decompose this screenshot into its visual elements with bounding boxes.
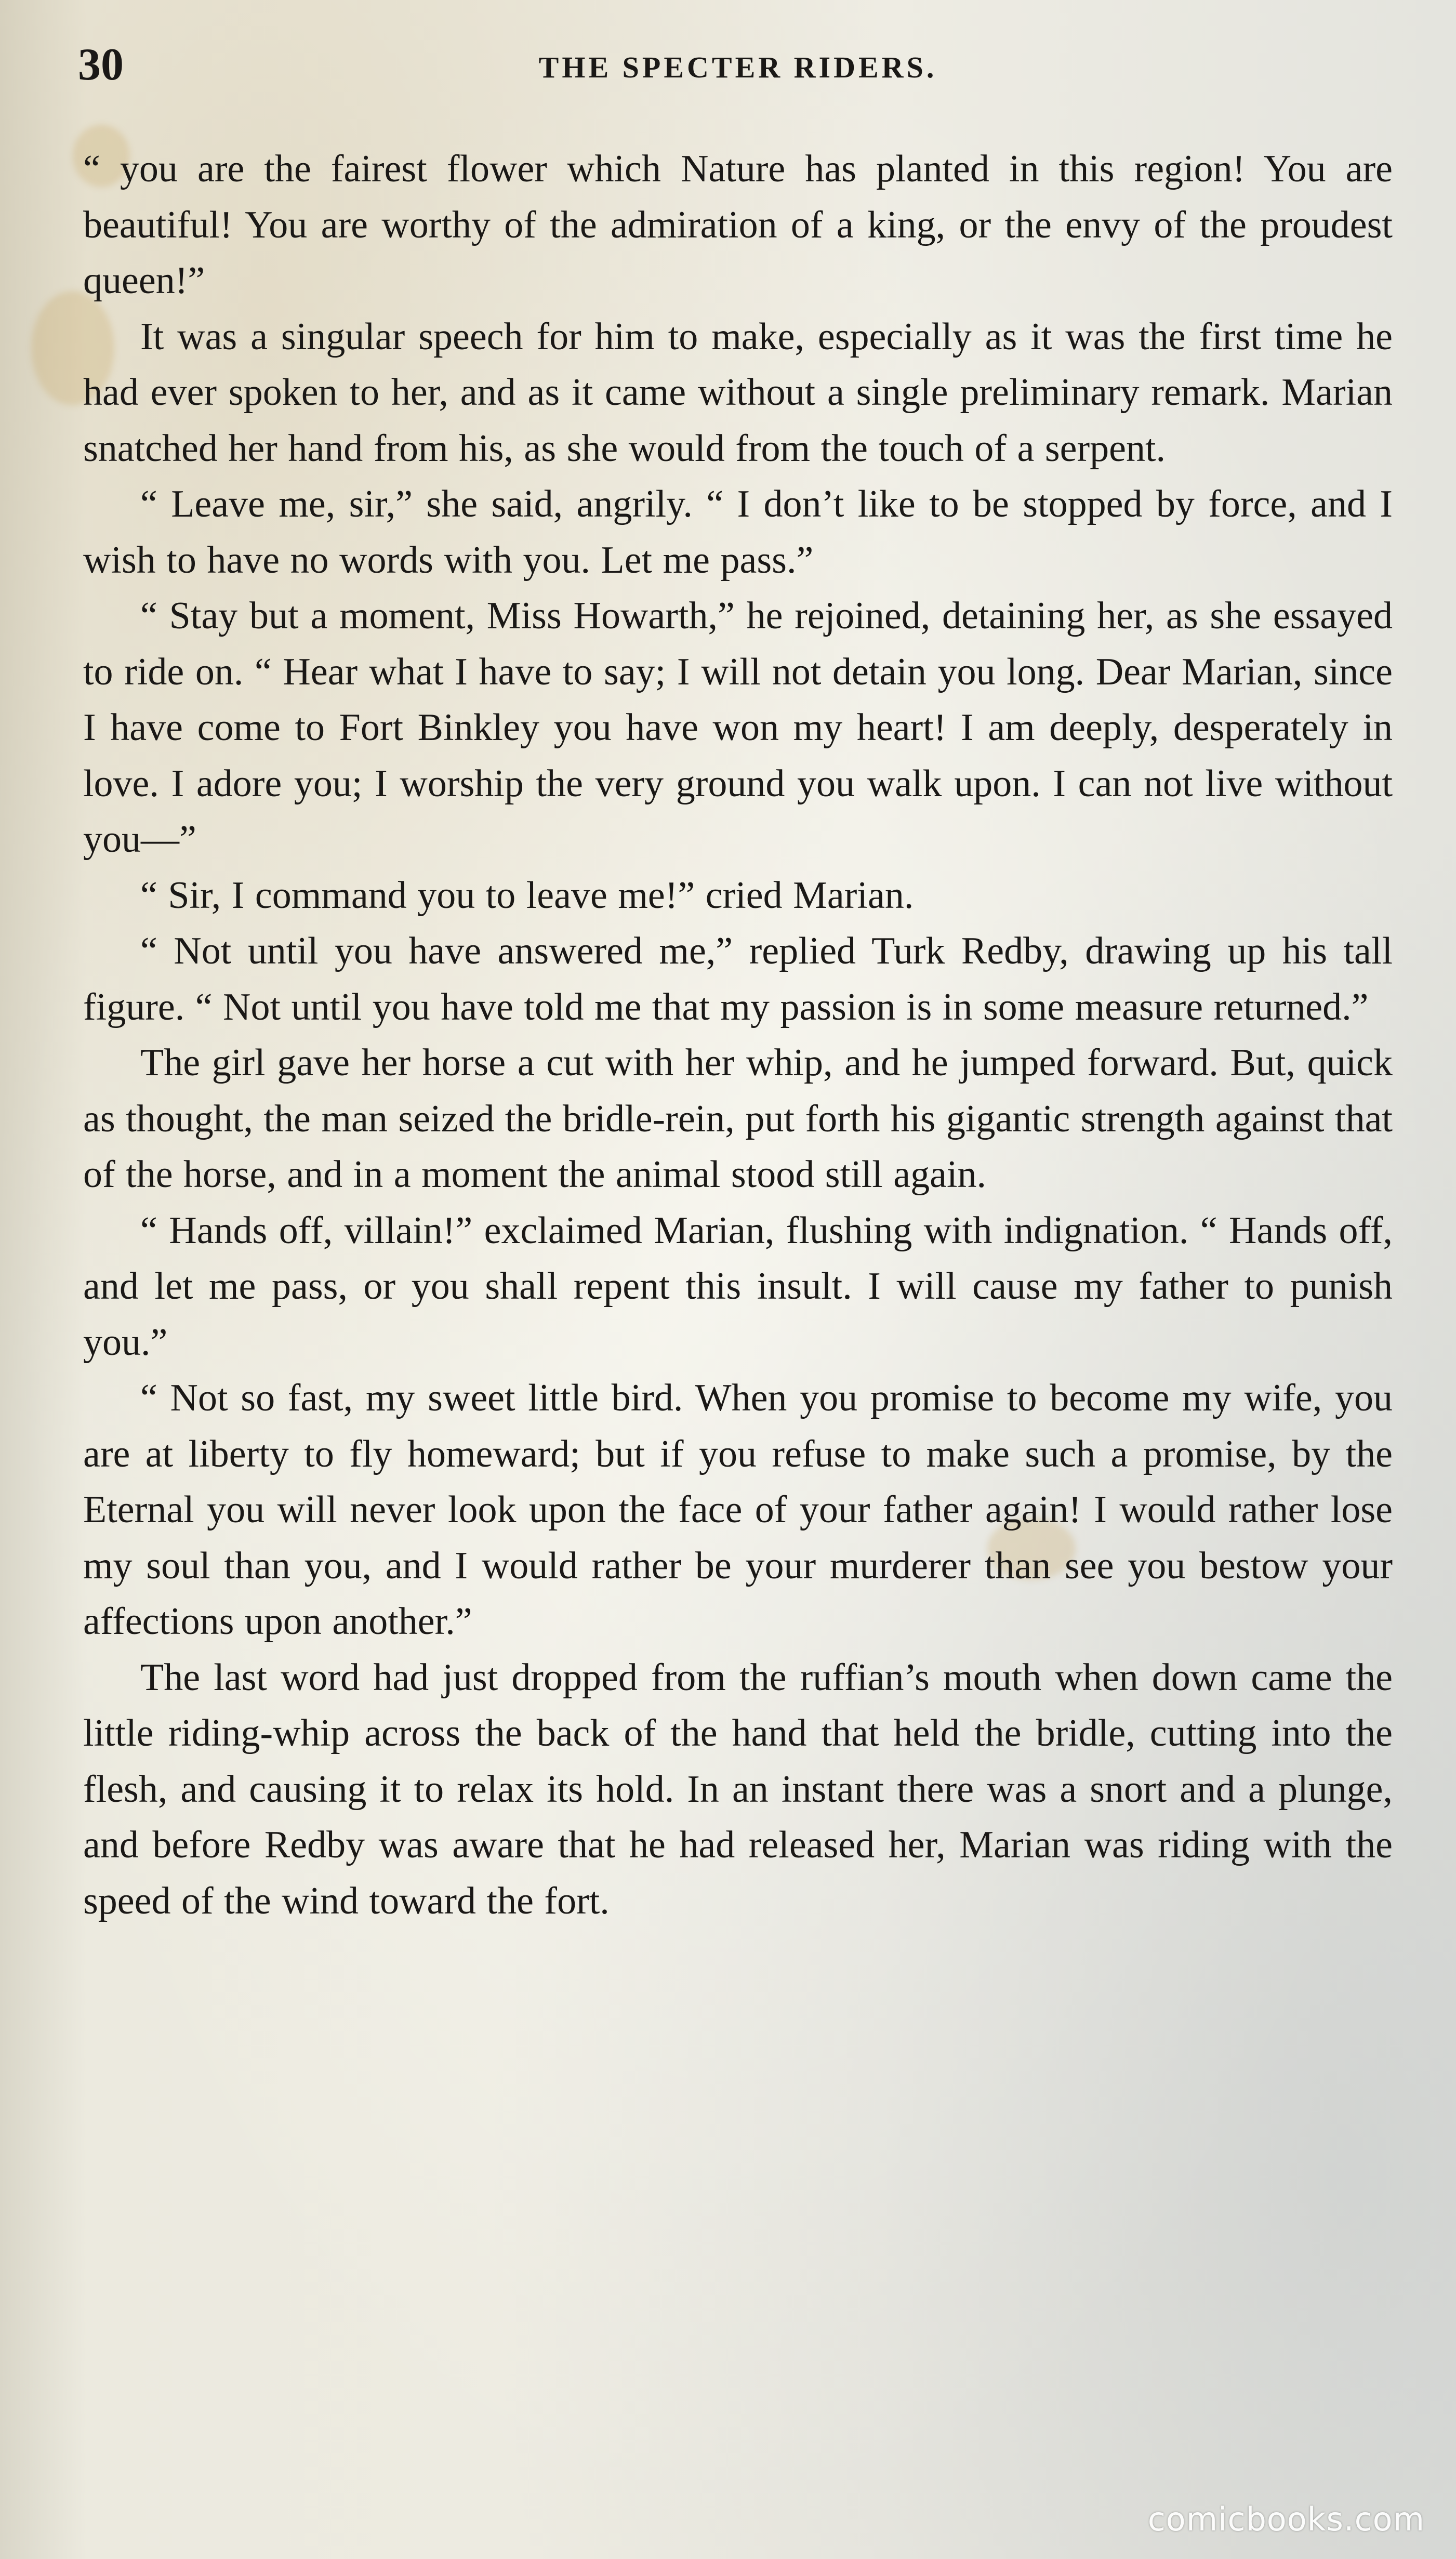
paragraph: It was a singular speech for him to make, especially as it was the first time he had ever spoken to her, and as it came without a single preliminary remark. Marian snatched her hand from his, as she would from the touch of a serpent. [83, 315, 1393, 470]
paragraph: “ Not so fast, my sweet little bird. When you promise to become my wife, you are at liberty to fly homeward; but if you refuse to make such a promise, by the Eternal you will never look upon the face of your father again! I would rather lose my soul than you, and I would rather be your murderer than see you bestow your affections upon another.” [83, 1377, 1393, 1643]
paragraph: The last word had just dropped from the ruffian’s mouth when down came the little riding-whip across the back of the hand that held the bridle, cutting into the flesh, and causing it to relax its hold. In an instant there was a snort and a plunge, and before Redby was aware that he had released her, Marian was riding with the speed of the wind toward the fort. [83, 1656, 1393, 1922]
paragraph: “ Hands off, villain!” exclaimed Marian, flushing with indignation. “ Hands off, and let me pass, or you shall repent this insult. I will cause my father to punish you.” [83, 1209, 1393, 1364]
paragraph: “ you are the fairest flower which Nature has planted in this region! You are beautiful! You are worthy of the admiration of a king, or the envy of the proudest queen!” [83, 148, 1393, 302]
body-text [83, 141, 1393, 1929]
page-header [73, 36, 1403, 94]
running-head: THE SPECTER RIDERS. [538, 50, 937, 84]
paragraph: The girl gave her horse a cut with her whip, and he jumped forward. But, quick as thought, the man seized the bridle-rein, put forth his gigantic strength against that of the horse, and in a moment the animal stood still again. [83, 1041, 1393, 1196]
watermark: comicbooks.com [1147, 2500, 1425, 2538]
paragraph: “ Stay but a moment, Miss Howarth,” he rejoined, detaining her, as she essayed to ride on. “ Hear what I have to say; I will not detain you long. Dear Marian, since I have come to Fort Binkley you have won my heart! I am deeply, desperately in love. I adore you; I worship the very ground you walk upon. I can not live without you—” [83, 595, 1393, 861]
paragraph: “ Not until you have answered me,” replied Turk Redby, drawing up his tall figure. “ Not until you have told me that my passion is in some measure returned.” [83, 930, 1393, 1028]
page-number: 30 [78, 39, 124, 90]
paragraph: “ Leave me, sir,” she said, angrily. “ I don’t like to be stopped by force, and I wish to have no words with you. Let me pass.” [83, 483, 1393, 582]
paragraph: “ Sir, I command you to leave me!” cried Marian. [140, 874, 914, 917]
